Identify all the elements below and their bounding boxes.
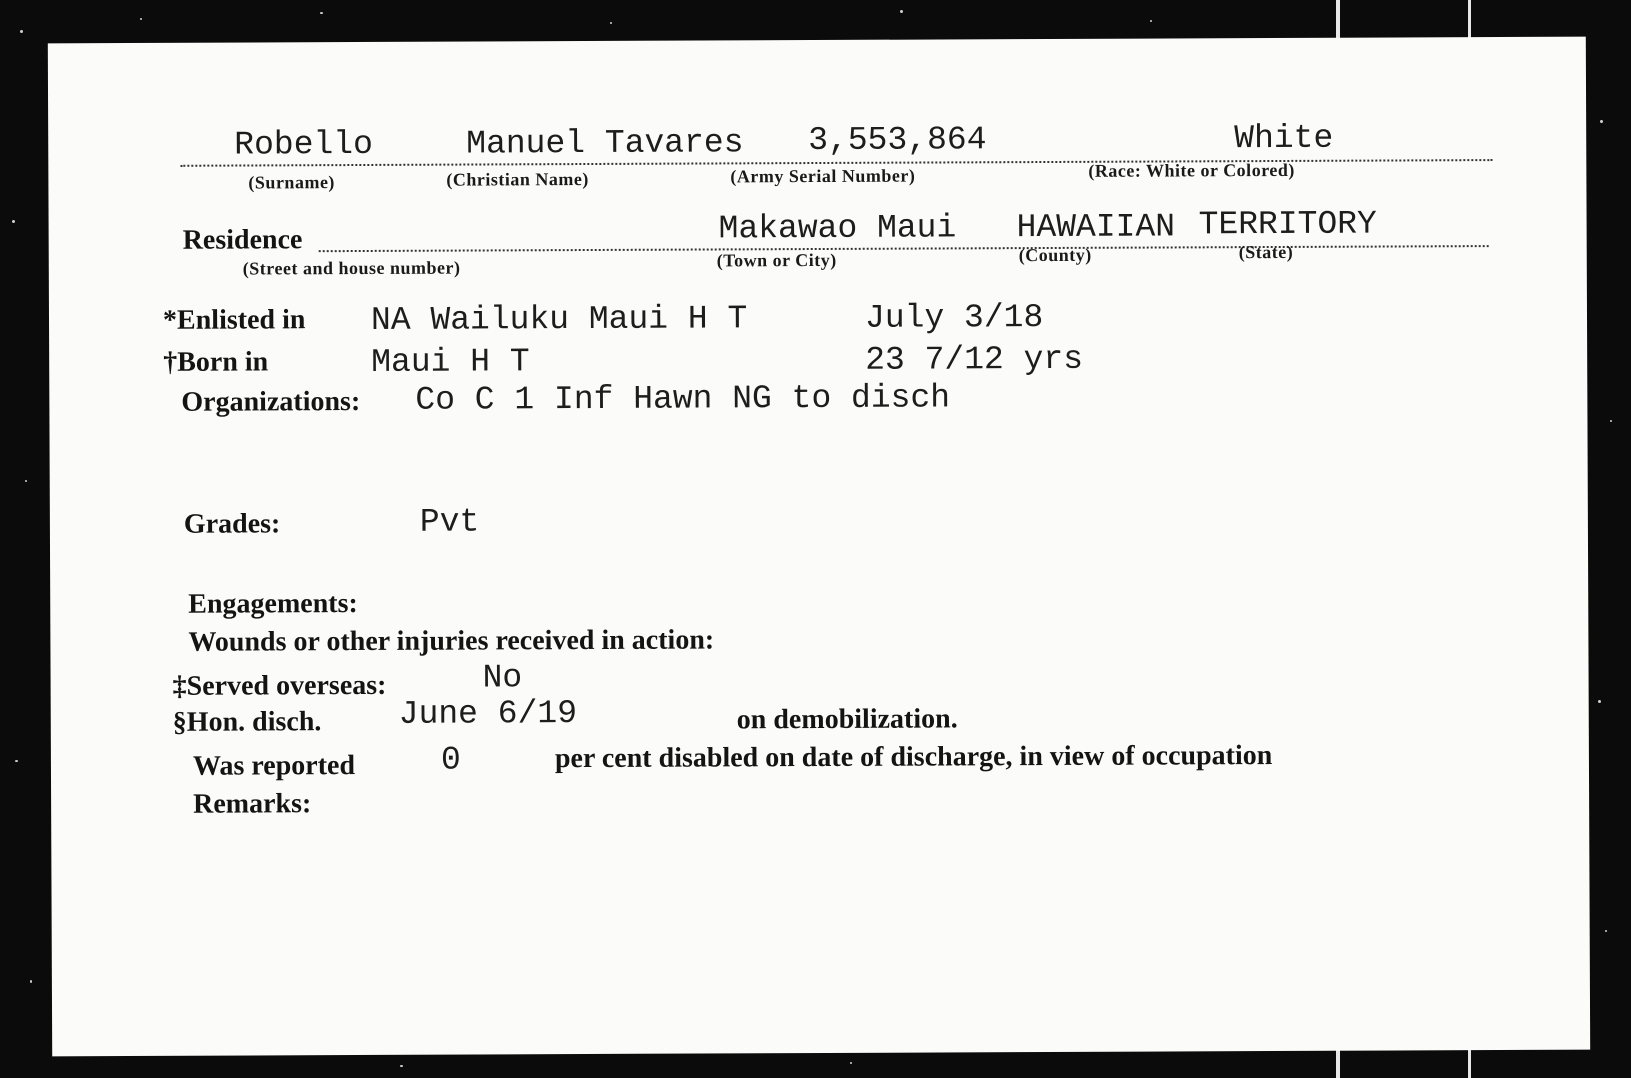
enlisted-place-value: NA Wailuku Maui H T (370, 300, 748, 339)
born-label: †Born in (163, 346, 269, 378)
discharge-date-value: June 6/19 (398, 695, 578, 733)
remarks-label: Remarks: (193, 788, 312, 820)
surname-caption: (Surname) (248, 172, 335, 193)
born-place-value: Maui H T (371, 343, 530, 381)
serial-number-value: 3,553,864 (808, 121, 987, 160)
wounds-label: Wounds or other injuries received in action: (188, 624, 715, 658)
christian-name-value: Manuel Tavares (466, 124, 744, 163)
surname-value: Robello (234, 125, 373, 164)
overseas-label: ‡Served overseas: (172, 669, 387, 702)
organizations-value: Co C 1 Inf Hawn NG to disch (415, 379, 951, 419)
residence-county-value: HAWAIIAN (1016, 208, 1176, 247)
discharge-label: §Hon. disch. (172, 706, 322, 738)
disability-value: 0 (440, 741, 461, 779)
engagements-label: Engagements: (188, 588, 358, 620)
race-caption: (Race: White or Colored) (1088, 159, 1295, 181)
street-caption: (Street and house number) (242, 257, 461, 279)
organizations-label: Organizations: (181, 386, 361, 418)
enlisted-label: *Enlisted in (162, 304, 306, 336)
grades-label: Grades: (183, 508, 281, 540)
state-caption: (State) (1238, 241, 1294, 263)
discharge-suffix: on demobilization. (736, 703, 958, 736)
residence-state-value: TERRITORY (1198, 205, 1377, 244)
residence-label: Residence (182, 224, 303, 256)
record-card (48, 37, 1590, 1057)
grades-value: Pvt (419, 503, 480, 541)
christian-name-caption: (Christian Name) (446, 169, 589, 190)
disability-label: Was reported (192, 750, 356, 782)
disability-suffix: per cent disabled on date of discharge, in view of occupation (554, 740, 1273, 775)
race-value: White (1234, 119, 1334, 158)
overseas-value: No (482, 659, 523, 697)
county-caption: (County) (1018, 244, 1092, 266)
serial-number-caption: (Army Serial Number) (730, 165, 916, 187)
enlisted-date-value: July 3/18 (864, 299, 1044, 337)
residence-town-value: Makawao Maui (718, 209, 957, 248)
born-age-value: 23 7/12 yrs (865, 340, 1084, 379)
town-caption: (Town or City) (716, 249, 837, 271)
